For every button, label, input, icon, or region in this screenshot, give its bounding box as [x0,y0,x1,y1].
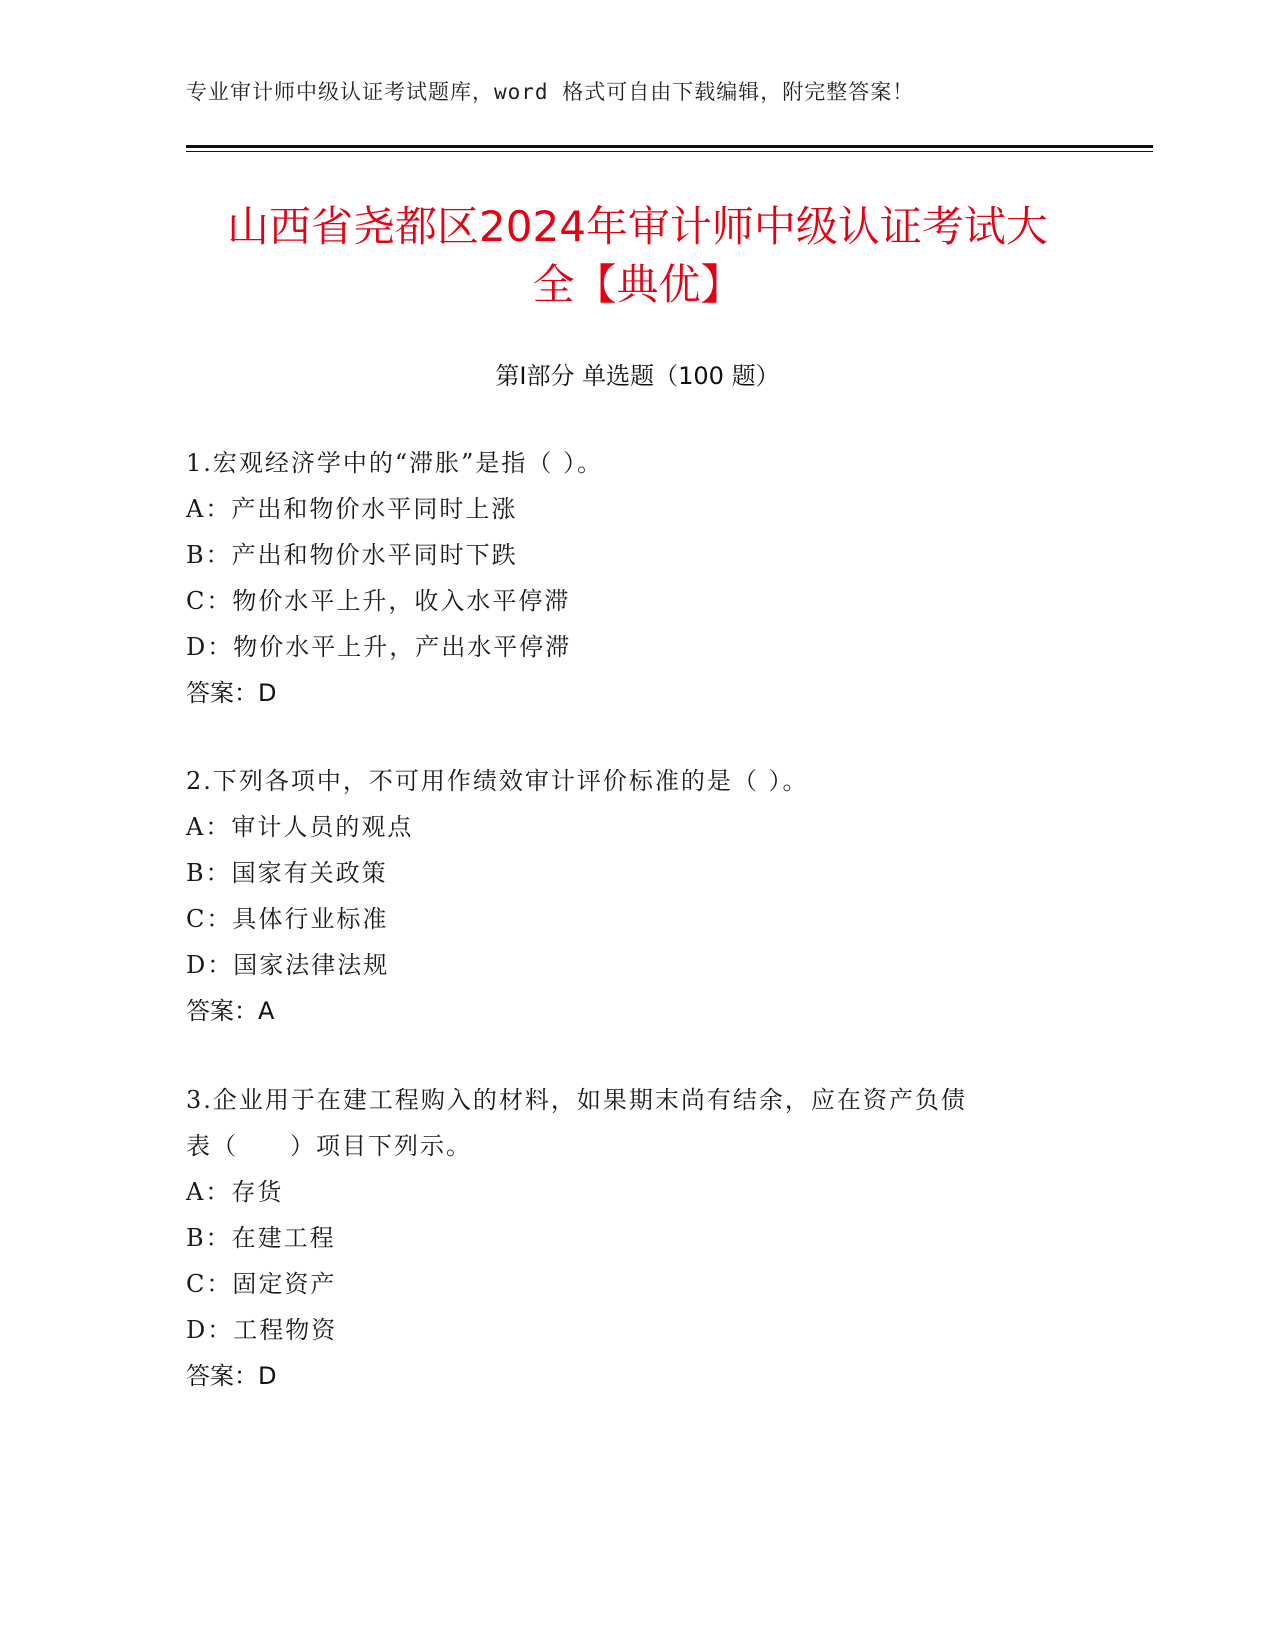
document-title-line-1: 山西省尧都区2024年审计师中级认证考试大 [227,202,1048,251]
question-3 [186,1077,1066,1399]
option-b: B：在建工程 [186,1224,336,1252]
document-title-line-2: 全【典优】 [532,260,743,309]
answer: 答案：D [186,1362,277,1390]
header-rule-thick [186,145,1153,148]
option-b: B：产出和物价水平同时下跌 [186,541,518,569]
option-c: C：物价水平上升，收入水平停滞 [186,587,571,615]
option-b: B：国家有关政策 [186,859,388,887]
question-1 [186,440,1066,716]
option-a: A：审计人员的观点 [186,813,414,841]
section-title: 第Ⅰ部分 单选题（100 题） [495,362,780,390]
header-rule-thin [186,151,1153,152]
option-a: A：存货 [186,1178,284,1206]
question-stem-line-2: 表（ ）项目下列示。 [186,1132,472,1160]
option-d: D：物价水平上升，产出水平停滞 [186,633,572,661]
option-d: D：工程物资 [186,1316,338,1344]
question-2 [186,758,1066,1034]
question-stem: 2.下列各项中，不可用作绩效审计评价标准的是（ ）。 [186,767,809,795]
option-c: C：具体行业标准 [186,905,389,933]
question-stem: 1.宏观经济学中的“滞胀”是指（ ）。 [186,449,604,477]
answer: 答案：D [186,679,277,707]
option-c: C：固定资产 [186,1270,337,1298]
answer: 答案：A [186,997,275,1025]
header-note: 专业审计师中级认证考试题库，word 格式可自由下载编辑，附完整答案！ [186,80,915,104]
option-a: A：产出和物价水平同时上涨 [186,495,518,523]
question-stem-line-1: 3.企业用于在建工程购入的材料，如果期末尚有结余，应在资产负债 [186,1086,967,1114]
option-d: D：国家法律法规 [186,951,390,979]
document-title [186,198,1089,314]
